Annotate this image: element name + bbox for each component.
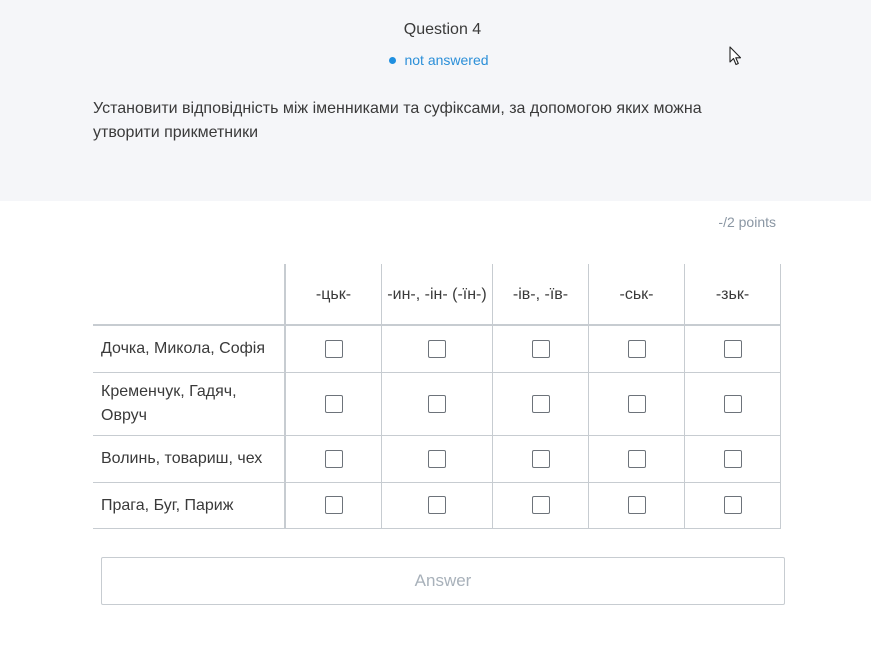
matrix-cell xyxy=(493,373,589,436)
column-header: -цьк- xyxy=(285,264,382,325)
status-dot-icon xyxy=(389,57,396,64)
matrix-row xyxy=(93,436,781,483)
checkbox[interactable] xyxy=(724,340,742,358)
matrix-cell xyxy=(493,436,589,483)
checkbox[interactable] xyxy=(724,395,742,413)
matrix-cell xyxy=(589,373,685,436)
matrix-cell xyxy=(285,483,382,529)
matrix-cell xyxy=(589,436,685,483)
checkbox[interactable] xyxy=(325,395,343,413)
checkbox[interactable] xyxy=(325,496,343,514)
matrix-cell xyxy=(382,483,493,529)
matrix-cell xyxy=(382,373,493,436)
checkbox[interactable] xyxy=(532,450,550,468)
matrix-cell xyxy=(285,325,382,373)
row-label: Прага, Буг, Париж xyxy=(93,483,285,529)
checkbox[interactable] xyxy=(428,450,446,468)
matrix-cell xyxy=(285,373,382,436)
matrix-cell xyxy=(382,325,493,373)
column-header: -ів-, -їв- xyxy=(493,264,589,325)
question-text: Установити відповідність між іменниками та суфіксами, за допомогою яких можна утворити прикметники xyxy=(93,100,702,141)
row-label: Дочка, Микола, Софія xyxy=(93,325,285,373)
matching-matrix xyxy=(93,264,781,529)
checkbox[interactable] xyxy=(628,395,646,413)
question-header xyxy=(0,0,871,201)
matrix-corner-cell xyxy=(93,264,285,325)
matrix-cell xyxy=(285,436,382,483)
matrix-cell xyxy=(685,325,781,373)
answer-button[interactable]: Answer xyxy=(101,557,785,605)
row-label: Кременчук, Гадяч, Овруч xyxy=(93,373,285,436)
matrix-cell xyxy=(382,436,493,483)
column-header: -ин-, -ін- (-їн-) xyxy=(382,264,493,325)
checkbox[interactable] xyxy=(532,340,550,358)
checkbox[interactable] xyxy=(724,450,742,468)
checkbox[interactable] xyxy=(724,496,742,514)
checkbox[interactable] xyxy=(532,395,550,413)
checkbox[interactable] xyxy=(428,395,446,413)
matrix-cell xyxy=(493,325,589,373)
matrix-row xyxy=(93,373,781,436)
checkbox[interactable] xyxy=(628,340,646,358)
column-header: -зьк- xyxy=(685,264,781,325)
matrix-cell xyxy=(685,436,781,483)
checkbox[interactable] xyxy=(325,450,343,468)
matrix-cell xyxy=(589,325,685,373)
checkbox[interactable] xyxy=(325,340,343,358)
mouse-pointer-icon xyxy=(729,46,743,66)
status-label: not answered xyxy=(404,52,489,68)
matrix-cell xyxy=(685,373,781,436)
matrix-row xyxy=(93,325,781,373)
checkbox[interactable] xyxy=(428,340,446,358)
question-title: Question 4 xyxy=(403,21,482,38)
checkbox[interactable] xyxy=(628,496,646,514)
row-label: Волинь, товариш, чех xyxy=(93,436,285,483)
checkbox[interactable] xyxy=(628,450,646,468)
matrix-cell xyxy=(685,483,781,529)
matrix-cell xyxy=(493,483,589,529)
checkbox[interactable] xyxy=(428,496,446,514)
matrix-row xyxy=(93,483,781,529)
matrix-cell xyxy=(589,483,685,529)
points-label: -/2 points xyxy=(718,214,776,230)
matrix-header-row xyxy=(93,264,781,325)
checkbox[interactable] xyxy=(532,496,550,514)
column-header: -ськ- xyxy=(589,264,685,325)
